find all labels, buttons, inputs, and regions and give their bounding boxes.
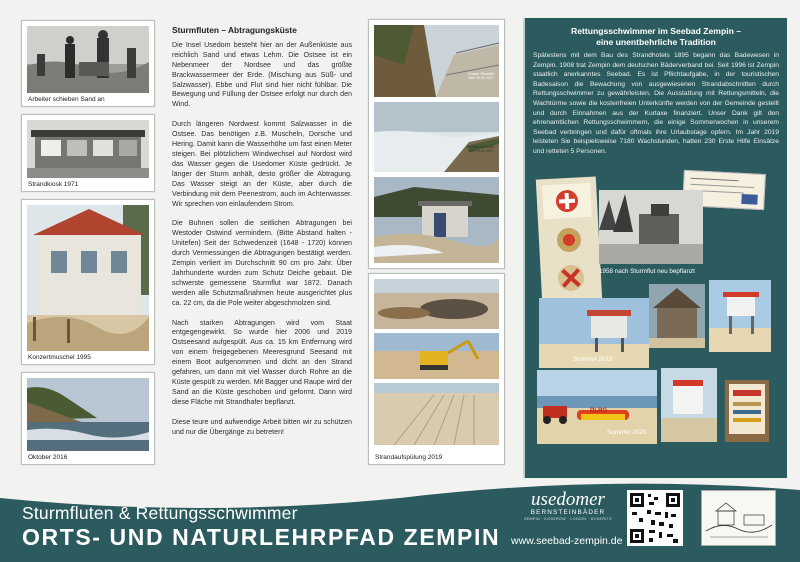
photo-column-top <box>368 19 505 269</box>
photo-wachturm-3 <box>709 280 771 352</box>
photo-oktober <box>21 372 155 465</box>
info-heading-line-1: Rettungsschwimmer im Seebad Zempin – <box>570 26 741 36</box>
article-paragraph-2: Durch längeren Nordwest kommt Salzwasser in die Ostsee. Das benötigen z.B. Muscheln, Dorsche und Hering. Damit kann die Wasserhöhe um fast einen Meter steigen. Bei plötzlichem Windwechsel auf Nordost wird das Wasser gegen die Usedomer Küste gedrückt. Je länger der Sturm anhält, desto größer die Abtragung. Das Wasser steigt an der Küste, aber durch die Verbindung mit dem Peenestrom, auch im Achterwasser. Wir sprechen von einlaufendem Strom. <box>172 120 352 208</box>
qr-code[interactable] <box>627 490 683 546</box>
article-paragraph-3: Die Buhnen sollen die seitlichen Abtragungen bei Westoder Ostwind vermindern. (Bitte Abstand halten - Unitefen) Seit der Schwedenzeit (1648 - 1720) können durch Vermessungen die Abtragungen bestätigt werden. Zempin verliert im Durchschnitt 90 cm pro Jahr. Über Jahrhunderte wurden zum Schutz Deiche gebaut. Die schwerste gemessene Sturmflut war 1872. Danach werden alle Schutzmaßnahmen heute ausgerichtet plus ca. 22 cm, da die Pole weiter abgeschmolzen sind. <box>172 219 352 307</box>
photo-column-bottom <box>368 273 505 465</box>
caption-sommer-2019: Sommer 2019 <box>573 356 613 363</box>
article-heading: Sturmfluten – Abtragungsküste <box>172 25 297 35</box>
brand-sub: BERNSTEINBÄDER <box>530 509 606 516</box>
caption-konzertmuschel: Konzertmuschel 1995 <box>28 354 91 361</box>
info-heading <box>531 26 781 47</box>
photo-strandkiosk <box>21 114 155 192</box>
brand-places: ZEMPIN · KOSEROW · LODDIN · ÜCKERITZ <box>524 517 612 521</box>
info-heading-line-2: eine unentbehrliche Tradition <box>596 36 716 47</box>
caption-strandkiosk: Strandkiosk 1971 <box>28 181 79 188</box>
brand-name: usedomer <box>531 489 605 510</box>
footer-title-2: ORTS- UND NATURLEHRPFAD ZEMPIN <box>22 524 501 550</box>
photo-1958 <box>599 190 703 264</box>
caption-1958: 1958 nach Sturmflut neu bepflanzt <box>599 268 695 275</box>
caption-strandaufspuelung: Strandaufspülung 2019 <box>375 454 443 461</box>
caption-arbeiter: Arbeiter schieben Sand an <box>28 96 105 103</box>
caption-sommer-2020: Sommer 2020 <box>607 429 647 436</box>
photo-rettungsstation <box>661 368 717 442</box>
caption-oktober: Oktober 2016 <box>28 454 68 461</box>
photo-arbeiter <box>21 20 155 107</box>
usedomer-logo <box>516 491 620 521</box>
website-link[interactable]: www.seebad-zempin.de <box>511 535 623 547</box>
dlrg-label: DLRG <box>590 408 607 414</box>
photo-konzertmuschel <box>21 199 155 365</box>
info-body: Spätestens mit dem Bau des Strandhotels 1895 begann das Badewesen in Zempin. 1908 trat Zempin dem deutschen Bäderverband bei. Seit 1996 ist Zempin staatlich anerkanntes Seebad. Es ist Pflichtaufgabe, in der touristischen Badesaison die Bewachung von ausgewiesenen Strandabschnitten durch Rettungsschwimmer zu gewährleisten. Die Ausstattung mit Rettungsmitteln, die Wachtürme sowie die kostenfreien Unterkünfte werden von der Gemeinde gestellt und durch Einnahmen aus der Kurtaxe finanziert. Unser Dank gilt den ehrenamtlichen Rettungsschwimmern, die einige Sommerwochen in unserem Seebad verbringen und dafür oftmals ihre Urlaubstage opfern. Im Jahr 2019 leisteten Sie beispielsweise 7180 Wachstunden, hatten 230 Erste Hilfe Einsätze und retteten 5 Personen. <box>533 52 779 155</box>
photo-wachturm-2 <box>649 284 705 348</box>
info-box-rettungsschwimmer <box>523 18 787 478</box>
photo-schild <box>725 380 769 442</box>
photo-label-sturmflut-2: Zempin Sturmflut Axel 04.01.2017 <box>467 145 495 153</box>
article <box>172 26 352 448</box>
article-paragraph-5: Diese teure und aufwendige Arbeit bitten wir zu schützen und nur die Übergänge zu betreten! <box>172 417 352 436</box>
article-paragraph-4: Nach starken Abtragungen wird vom Staat entgegengewirkt. So wurde hier 2006 und 2019 Ostseesand aufgespült. Aus ca. 15 km Entfernung wird von einem freigegebenen Meeresgrund Seesand mit einem Boot aufgenommen und dicht an den Strand gefahren, um dann mit viel Wasser durch Rohre an die Küste gespült zu werden. Mit Bagger und Raupe wird der Sand an die Küste geschoben und geformt. Dann wird diese Fläche mit Strandhafer bepflanzt. <box>172 318 352 406</box>
photo-badges <box>536 177 602 304</box>
footer-title-1: Sturmfluten & Rettungsschwimmer <box>22 503 298 523</box>
article-paragraph-1: Die Insel Usedom besteht hier an der Außenküste aus reichlich Sand und etwas Lehm. Die Ostsee ist ein Nebenmeer der Nordsee und das größte Brackwassermeer der Erde. (Mischung aus Süß- und Salzwasser). Ebbe und Flut sind hier nicht fühlbar. Die Bewegung und Füllung der Ostsee erfolgt nur durch den Wind. <box>172 40 352 109</box>
historic-sketch <box>701 490 776 546</box>
photo-label-sturmflut-1: Zempin Sturmflut Axel 04.01.2017 <box>467 72 495 80</box>
